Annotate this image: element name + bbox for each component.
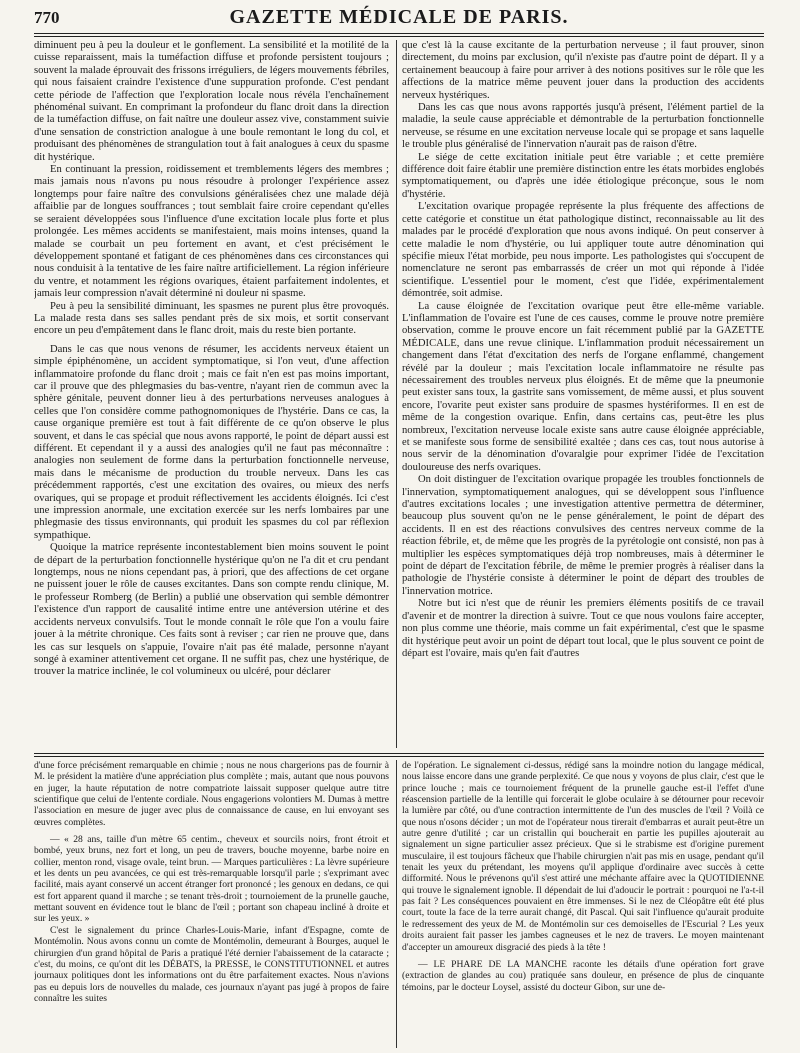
article-paragraph: Le siége de cette excitation initiale peut être variable ; et cette première différence doit faire établir une première distinction entre les états morbides englobés symptomatiquement, ou d'après une idée étiologique préconçue, sous le nom d'hystérie. — [402, 151, 764, 200]
journal-title: GAZETTE MÉDICALE DE PARIS. — [229, 6, 569, 28]
article-paragraph: Peu à peu la sensibilité diminuant, les spasmes ne purent plus être provoqués. La malade resta dans ses salles pendant près de six mois, et sortit conservant encore un peu d'empâtement dans le flanc droit, mais du reste bien portante. — [34, 300, 389, 337]
article-paragraph: En continuant la pression, roidissement et tremblements légers des membres ; mais jamais nous n'avons pu nous résoudre à prolonger l'expérience assez longtemps pour faire naître des convulsions généralisées chez une malade déjà affaiblie par de longues souffrances ; tout semblait faire croire cependant qu'elles se seraient développées sous l'influence d'une excitation locale plus forte et plus prolongée. Les mêmes accidents se manifestaient, mais moins intenses, quand la malade se courbait un peu fortement en avant, et c'est précisément le développement spontané et fatigant de ces phénomènes dans ces circonstances qui nous conduisit à la tentative de les faire naître artificiellement. La région inférieure du ventre, et notamment les régions ovariques, étaient parfaitement indolentes, et jamais leur compression n'avait déterminé ni douleur ni spasme. — [34, 164, 389, 300]
feuilleton-rule — [34, 753, 764, 754]
feuilleton-paragraph: — « 28 ans, taille d'un mètre 65 centim., cheveux et sourcils noirs, front étroit et bombé, yeux bruns, nez fort et long, un peu de travers, bouche moyenne, barbe noire en collier, menton rond, visage ovale, teint brun. — Marques particulières : La lèvre supérieure et les dents un peu avancées, ce qui est très-remarquable lorsqu'il parle ; s'exprimant avec facilité, mais ayant conservé un accent étranger fort prononcé ; les genoux en dedans, ce qui est fort apparent quand il marche ; se tenant très-droit ; tournoiement de la prunelle gauche, mettant souvent en évidence tout le blanc de l'œil ; portant son chapeau incliné à droite et sur les yeux. » — [34, 834, 389, 925]
feuilleton-right-column — [402, 760, 764, 1050]
article-paragraph: que c'est là la cause excitante de la perturbation nerveuse ; il faut prouver, sinon directement, du moins par exclusion, qu'il n'existe pas d'autre point de départ. Il y a certainement beaucoup à faire pour arriver à des notions positives sur le rôle que les affections de la matrice même peuvent jouer dans la production des accidents nerveux hystériques. — [402, 40, 764, 101]
article-right-column — [402, 40, 764, 750]
article-paragraph: Dans les cas que nous avons rapportés jusqu'à présent, l'élément partiel de la maladie, la seule cause appréciable et démontrable de la perturbation fonctionnelle nerveuse, se résume en une excitation nerveuse locale qui se propage et sans laquelle le trouble plus généralisé de l'innervation n'aurait pas de raison d'être. — [402, 102, 764, 151]
page-header — [34, 6, 764, 30]
article-paragraph: Quoique la matrice représente incontestablement bien moins souvent le point de départ de la perturbation fonctionnelle hystérique qu'on ne l'a dit et cru pendant longtemps, nous ne nions cependant pas, à priori, que des affections de cet organe ne puissent jouer le rôle de causes excitantes. Dans son compte rendu clinique, M. le professeur Romberg (de Berlin) a publié une observation qui semble démontrer l'existence d'un rapport de causalité intime entre une antéversion utérine et des accidents nerveux convulsifs. Tout le monde connaît le rôle que l'on a voulu faire jouer à la métrite chronique. Ces faits sont à reviser ; car rien ne prouve que, dans les cas sur lesquels on s'appuie, l'ovaire n'ait pas été malade, personne n'ayant songé à examiner attentivement cet organe. Il ne suffit pas, chez une hystérique, de trouver la matrice inclinée, le col volumineux ou ulcéré, pour déclarer — [34, 542, 389, 678]
feuilleton-left-column — [34, 760, 389, 1050]
article-paragraph: L'excitation ovarique propagée représente la plus fréquente des affections de cette catégorie et constitue un état pathologique distinct, reconnaissable au lit des malades par le procédé d'exploration que nous avons indiqué. On peut conserver à cette maladie le nom d'hystérie, ou lui appliquer toute autre dénomination qui spécifie mieux l'état morbide, peu nous importe. Les pathologistes qui s'occupent de nomenclature ne seront pas embarrassés de créer un mot qui réponde à l'idée scientifique. L'essentiel pour le moment, c'est que l'idée, expérimentalement démontrée, soit admise. — [402, 201, 764, 300]
article-paragraph: diminuent peu à peu la douleur et le gonflement. La sensibilité et la motilité de la cuisse reparaissent, mais la tuméfaction diffuse et profonde persistent toujours ; souvent la malade éprouvait des frissons irréguliers, de légers mouvements fébriles, qui nous faisaient craindre l'existence d'une suppuration profonde. C'est pendant cette période de l'affection que l'exploration locale nous révéla l'enchaînement phénoménal suivant. En comprimant la profondeur du flanc droit dans la direction de la tuméfaction diffuse, on fait naître une douleur assez vive, constamment suivie d'une sensation de constriction analogue à une boule remontant le long du col, et produisant des phénomènes de strangulation tout à fait analogues à ceux du spasme dit hystérique. — [34, 40, 389, 163]
page-number: 770 — [34, 8, 60, 27]
feuilleton-rule-thin — [34, 756, 764, 757]
feuilleton-divider — [396, 760, 397, 1048]
article-paragraph: On doit distinguer de l'excitation ovarique propagée les troubles fonctionnels de l'innervation, symptomatiquement analogues, qui se développent sous l'influence d'autres excitations locales ; une investigation attentive permettra de déterminer, beaucoup plus souvent qu'on ne le pense généralement, le point de départ des accidents. Il en est des réactions convulsives des centres nerveux comme de la réaction fébrile, et, de même que les progrès de la pyrétologie ont consisté, non pas à multiplier les espèces symptomatiques déjà trop nombreuses, mais à déterminer le point de départ de l'excitation fébrile, de même le premier progrès à réaliser dans la pathologie de l'hystérie consiste à déterminer le point de départ des troubles de l'innervation motrice. — [402, 474, 764, 597]
feuilleton-paragraph: d'une force précisément remarquable en chimie ; nous ne nous chargerions pas de fournir à M. le président la matière d'une appréciation plus complète ; mais, autant que nous pouvons en juger, la haute réputation de notre compatriote laissait supposer quelque autre titre scientifique que celui de l'entente cordiale. Nous engagerions volontiers M. Dumas à mettre l'association en mesure de juger avec plus de connaissance de cause, en lui envoyant ses œuvres complètes. — [34, 760, 389, 828]
feuilleton-paragraph: de l'opération. Le signalement ci-dessus, rédigé sans la moindre notion du langage médical, nous laisse encore dans une grande perplexité. Ce que nous y voyons de plus clair, c'est que le prince louche ; mais ce tournoiement fréquent de la prunelle gauche est-il l'effet d'une réascension partielle de la lentille qui forcerait le globe oculaire à se détourner pour recevoir la lumière par côté, ou d'une contraction intermittente de l'un des muscles de l'œil ? Voilà ce que nous n'osons décider ; un mot de l'opérateur nous tirerait d'embarras et aurait peut-être un autre genre d'utilité ; car un cristallin qui boucherait en partie les pupilles ajouterait au signalement un signe particulier assez précieux. Que si le strabisme est d'origine purement musculaire, il est toujours fâcheux que l'habile chirurgien n'ait pas mis en usage, pendant qu'il tenait les yeux du prétendant, les moyens qu'il applique d'ordinaire avec succès à cette difformité. Nous le prévenons qu'il s'est attiré une méchante affaire avec la QUOTIDIENNE qui trouve le signalement ignoble. Il dépendait de lui d'adoucir le portrait : pourquoi ne l'a-t-il pas fait ? Les conséquences pouvaient en être immenses. Si le nez de Cléopâtre eût été plus court, toute la face de la terre aurait changé, dit Pascal. Qui sait l'influence qu'aurait produite le redressement des yeux de M. de Montémolin sur ces demoiselles de l'Escurial ? Les yeux droits auraient fait passer les jambes cagneuses et le nez de travers. Le moyen maintenant d'accepter un amoureux disgracié des pieds à la tête ! — [402, 760, 764, 953]
article-paragraph: Notre but ici n'est que de réunir les premiers éléments positifs de ce travail d'avenir et de montrer la direction à suivre. Tout ce que nous voulons faire accepter, non plus comme une théorie, mais comme un fait expérimental, c'est que le spasme dit hystérique peut avoir un point de départ tout local, que le plus souvent ce point de départ est l'ovaire, mais qu'en fait d'autres — [402, 598, 764, 659]
article-paragraph: La cause éloignée de l'excitation ovarique peut être elle-même variable. L'inflammation de l'ovaire est l'une de ces causes, comme le prouve notre première observation, comme le prouve encore un fait récemment publié par la GAZETTE MÉDICALE, dans une revue clinique. L'inflammation produit nécessairement un changement dans l'état d'excitation des nerfs de l'organe enflammé, changement révélé par la douleur ; mais l'excitation locale inflammatoire ne résulte pas nécessairement des troubles nerveux plus éloignés. Et de même que la pneumonie peut exister sans toux, la gastrite sans vomissement, de même aussi, et plus souvent encore, l'ovarite peut exister sans produire de spasmes hystériformes. Il en est de même de la congestion ovarique. Enfin, dans certains cas, peut-être les plus nombreux, l'excitation nerveuse locale existe sans autre cause éloignée appréciable, et se manifeste sous forme de sensibilité exaltée ; dans ces cas, tout nous autorise à nous servir de la dénomination d'ovaralgie pour exprimer l'idée de l'excitation douloureuse des nerfs ovariques. — [402, 300, 764, 473]
header-rule — [34, 33, 764, 34]
column-divider — [396, 40, 397, 748]
article-paragraph: Dans le cas que nous venons de résumer, les accidents nerveux étaient un simple épiphénomène, un accident symptomatique, si l'on veut, d'une affection inflammatoire profonde du flanc droit ; mais ce fait n'en est pas moins important, car il prouve que des phlegmasies du bas-ventre, n'ayant rien de commun avec la sphère génitale, peuvent donner lieu à des perturbations nerveuses analogues à celles que l'on considère comme pathognomoniques de l'hystérie. Dans ce cas, la cause organique première est tout à fait différente de ce qu'on observe le plus souvent, et dans le cas spécial que nous avons rapporté, le point de départ aussi est différent. Et cependant il y a aussi des analogies qu'il ne faut pas méconnaître : analogies non seulement de forme dans la perturbation fonctionnelle nerveuse, mais dans le mécanisme de production du trouble nerveux. Dans les cas précédemment rapportés, c'est une excitation des ovaires, ou mieux des nerfs ovariques, qui se propage et produit réflectivement les accidents éloignés. Ici c'est une impression anormale, une excitation exercée sur les nerfs lombaires par une phlegmasie des tissus environnants, qui produit les spasmes du col par réflexion sympathique. — [34, 343, 389, 541]
feuilleton-paragraph: — LE PHARE DE LA MANCHE raconte les détails d'une opération fort grave (extraction de glandes au cou) pratiquée sans douleur, en présence de plus de cinquante témoins, par le docteur Loysel, assisté du docteur Gibon, sur une de- — [402, 958, 764, 993]
article-left-column — [34, 40, 389, 750]
feuilleton-paragraph: C'est le signalement du prince Charles-Louis-Marie, infant d'Espagne, comte de Montémolin. Nous avons connu un comte de Montémolin, demeurant à Bourges, auquel le chirurgien d'un grand hôpital de Paris a pratiqué l'été dernier l'abaissement de la cataracte ; c'est, du moins, ce qu'ont dit les DÉBATS, la PRESSE, le CONSTITUTIONNEL et autres journaux politiques dont les informations ont du être parfaitement exactes. Nous n'avions pas eu depuis lors de nouvelles du malade, ces journaux n'ayant pas jugé à propos de faire connaître les suites — [34, 924, 389, 1004]
header-rule-thin — [34, 36, 764, 37]
